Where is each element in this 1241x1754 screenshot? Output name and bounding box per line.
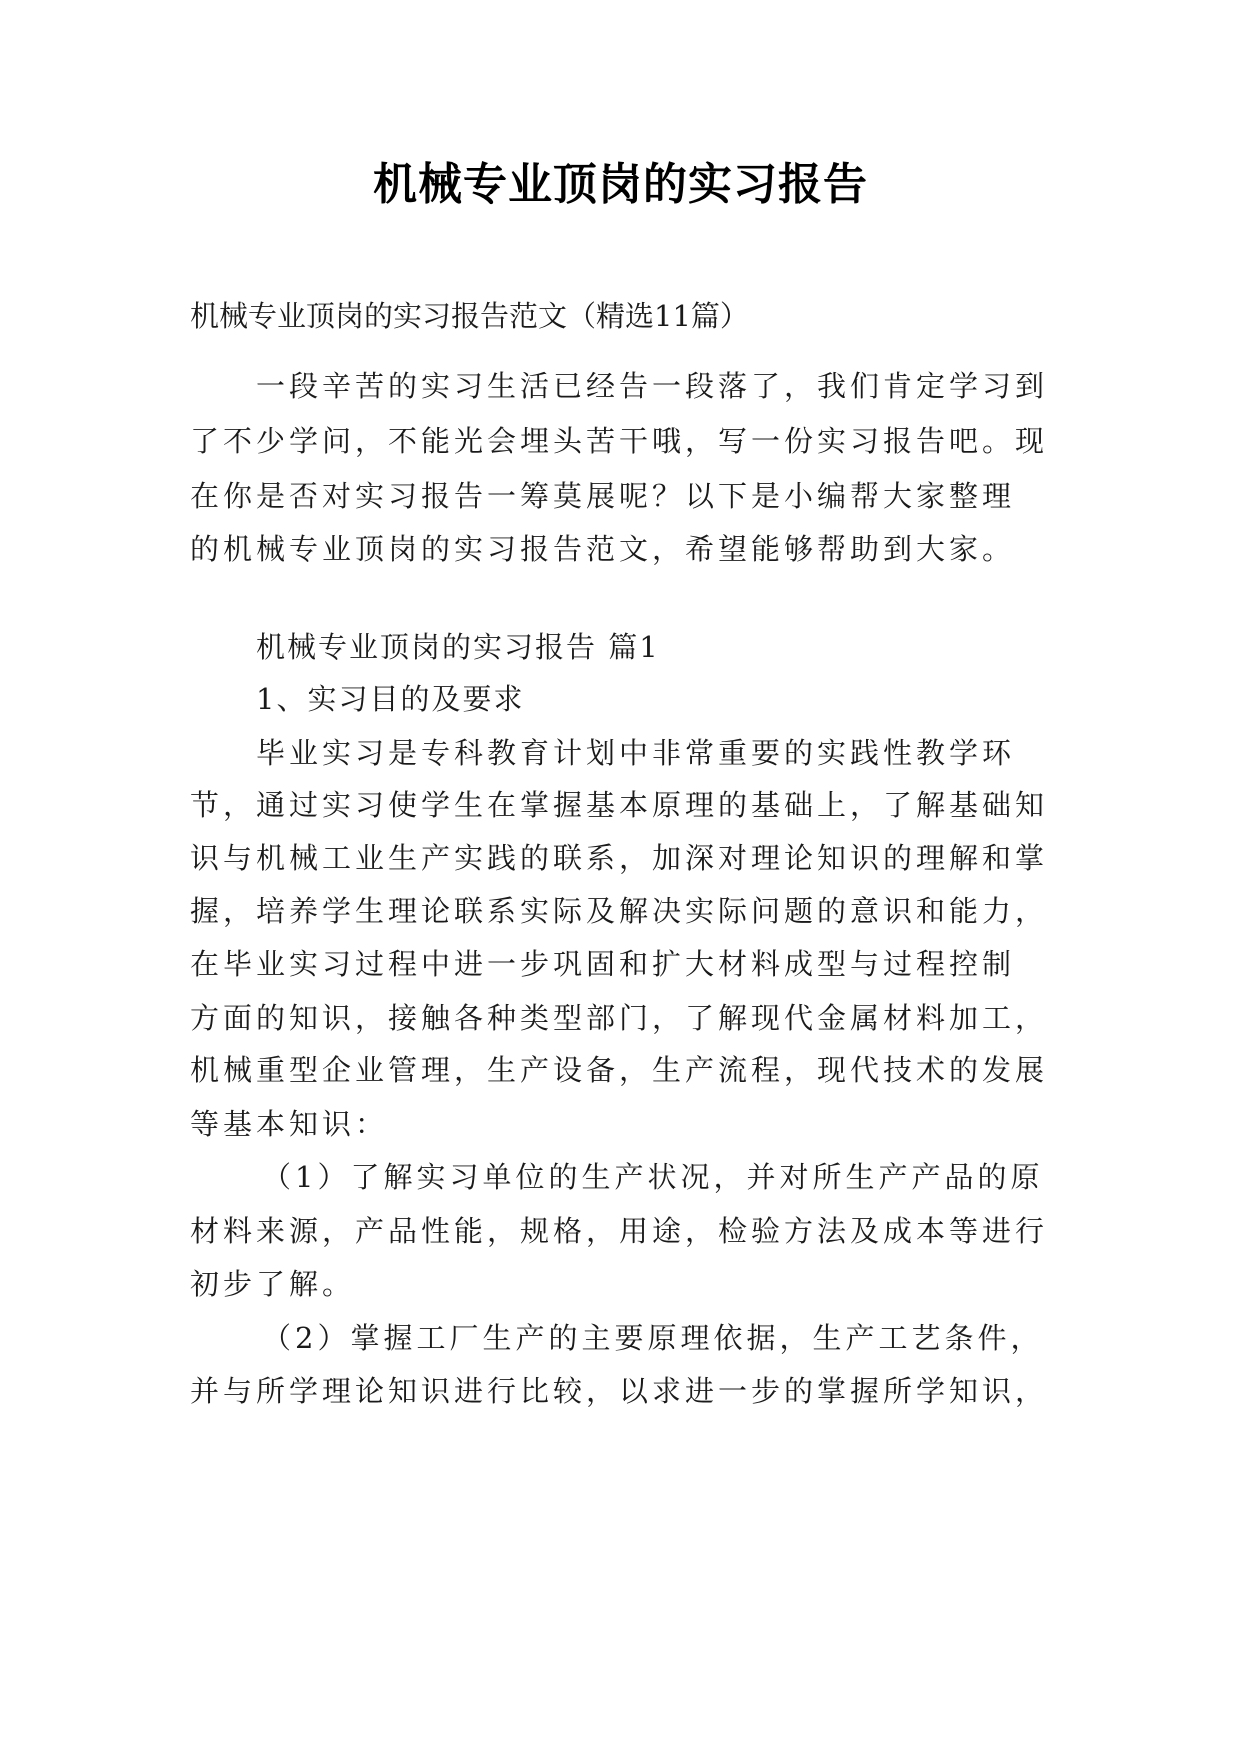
- point-line: （1）了解实习单位的生产状况，并对所生产产品的原: [262, 1160, 1044, 1194]
- point-line: （2）掌握工厂生产的主要原理依据，生产工艺条件，: [262, 1321, 1044, 1355]
- document-title: 机械专业顶岗的实习报告: [373, 159, 868, 210]
- intro-line: 一段辛苦的实习生活已经告一段落了，我们肯定学习到: [256, 369, 1049, 403]
- point-line: 并与所学理论知识进行比较，以求进一步的掌握所学知识，: [190, 1374, 1049, 1408]
- body-line: 毕业实习是专科教育计划中非常重要的实践性教学环: [256, 736, 1016, 770]
- body-line: 机械重型企业管理，生产设备，生产流程，现代技术的发展: [190, 1053, 1049, 1087]
- body-line: 方面的知识，接触各种类型部门，了解现代金属材料加工，: [190, 1001, 1049, 1035]
- body-line: 在毕业实习过程中进一步巩固和扩大材料成型与过程控制: [190, 947, 1016, 981]
- item-heading: 1、实习目的及要求: [256, 682, 525, 716]
- point-line: 初步了解。: [190, 1267, 356, 1301]
- intro-line: 的机械专业顶岗的实习报告范文，希望能够帮助到大家。: [190, 532, 1016, 566]
- intro-line: 在你是否对实习报告一筹莫展呢？以下是小编帮大家整理: [190, 479, 1016, 513]
- document-subtitle: 机械专业顶岗的实习报告范文（精选11篇）: [190, 299, 749, 333]
- body-line: 等基本知识：: [190, 1107, 389, 1141]
- body-line: 节，通过实习使学生在掌握基本原理的基础上，了解基础知: [190, 788, 1049, 822]
- section-heading: 机械专业顶岗的实习报告 篇1: [256, 630, 660, 664]
- intro-line: 了不少学问，不能光会埋头苦干哦，写一份实习报告吧。现: [190, 424, 1049, 458]
- point-line: 材料来源，产品性能，规格，用途，检验方法及成本等进行: [190, 1214, 1049, 1248]
- body-line: 握，培养学生理论联系实际及解决实际问题的意识和能力，: [190, 894, 1049, 928]
- body-line: 识与机械工业生产实践的联系，加深对理论知识的理解和掌: [190, 841, 1049, 875]
